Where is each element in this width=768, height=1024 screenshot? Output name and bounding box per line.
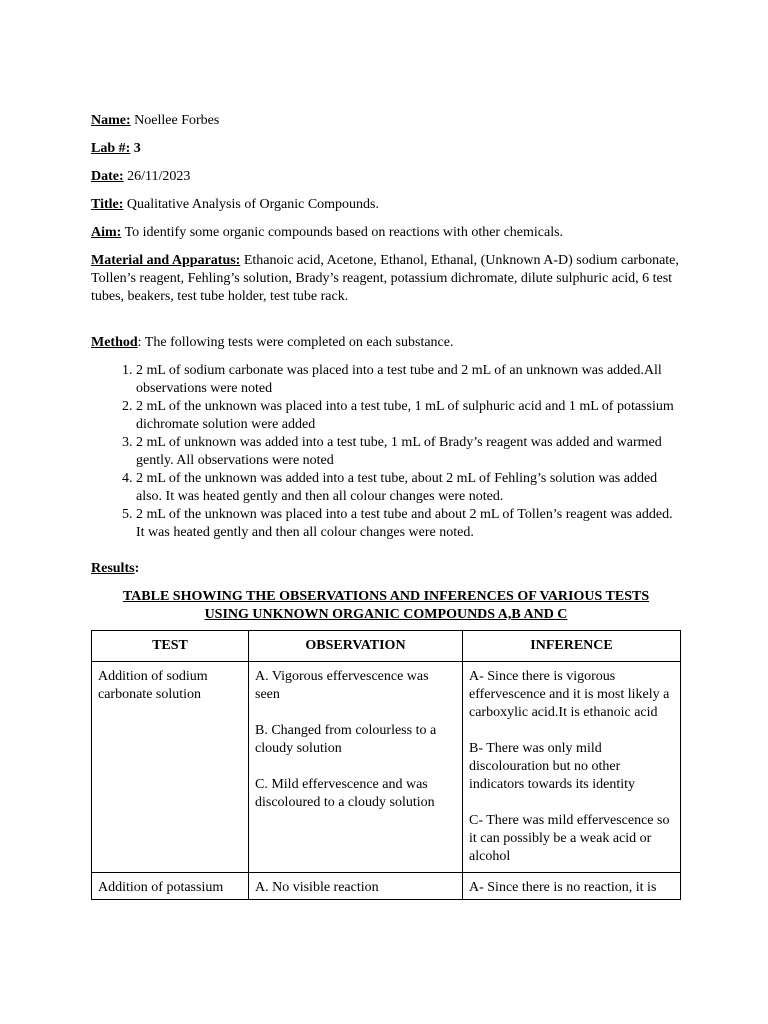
table-header-row [92, 631, 681, 662]
inference-entry: B- There was only mild discolouration but no other indicators towards its identity [469, 741, 636, 792]
inference-entry: C- There was mild effervescence so it can possibly be a weak acid or alcohol [469, 813, 670, 864]
table-row [92, 873, 681, 900]
results-heading [91, 560, 681, 578]
test-cell: Addition of potassium [92, 873, 249, 900]
aim-label: Aim: [91, 225, 122, 240]
method-intro [91, 334, 681, 352]
column-header-inference: INFERENCE [463, 631, 681, 662]
lab-number-field [91, 140, 681, 158]
name-value: Noellee Forbes [130, 113, 220, 128]
title-value: Qualitative Analysis of Organic Compounds. [123, 197, 380, 212]
observation-entry: A. No visible reaction [255, 880, 379, 895]
date-value: 26/11/2023 [123, 169, 191, 184]
date-label: Date: [91, 169, 124, 184]
materials-field [91, 252, 681, 306]
aim-value: To identify some organic compounds based on reactions with other chemicals. [121, 225, 564, 240]
method-steps-list [91, 362, 681, 542]
inference-cell [463, 662, 681, 873]
table-title-line-2: USING UNKNOWN ORGANIC COMPOUNDS A,B AND C [204, 607, 568, 622]
inference-cell [463, 873, 681, 900]
name-label: Name: [91, 113, 131, 128]
name-field [91, 112, 681, 130]
method-section [91, 334, 681, 542]
inference-entry: A- Since there is no reaction, it is [469, 880, 657, 895]
observation-cell [249, 873, 463, 900]
materials-label: Material and Apparatus: [91, 253, 241, 268]
test-cell: Addition of sodium carbonate solution [92, 662, 249, 873]
column-header-test: TEST [92, 631, 249, 662]
materials-value: Ethanoic acid, Acetone, Ethanol, Ethanal, (Unknown A-D) sodium carbonate, Tollen’s reagent, Fehling’s solution, Brady’s reagent, potassium dichromate, dilute sulphuric acid, 6 test tubes, beakers, test tube holder, test tube rack. [91, 253, 679, 304]
title-field [91, 196, 681, 214]
lab-number-label: Lab #: [91, 141, 131, 156]
date-field [91, 168, 681, 186]
method-label: Method [91, 335, 138, 350]
results-table [91, 630, 681, 900]
aim-field [91, 224, 681, 242]
table-title-line-1: TABLE SHOWING THE OBSERVATIONS AND INFERENCES OF VARIOUS TESTS [122, 589, 650, 604]
method-step: 4. 2 mL of the unknown was added into a test tube, about 2 mL of Fehling’s solution was added also. It was heated gently and then all colour changes were noted. [136, 470, 681, 506]
results-label: Results [91, 561, 135, 576]
column-header-observation: OBSERVATION [249, 631, 463, 662]
observation-entry: A. Vigorous effervescence was seen [255, 669, 429, 702]
inference-entry: A- Since there is vigorous effervescence and it is most likely a carboxylic acid.It is ethanoic acid [469, 669, 670, 720]
method-step: 1. 2 mL of sodium carbonate was placed into a test tube and 2 mL of an unknown was added.All observations were noted [136, 362, 681, 398]
table-row [92, 662, 681, 873]
method-step: 2. 2 mL of the unknown was placed into a test tube, 1 mL of sulphuric acid and 1 mL of potassium dichromate solution were added [136, 398, 681, 434]
lab-report-page [91, 112, 681, 900]
lab-number-value: 3 [130, 141, 141, 156]
method-intro-text: : The following tests were completed on each substance. [137, 335, 454, 350]
observation-cell [249, 662, 463, 873]
title-label: Title: [91, 197, 124, 212]
observation-entry: C. Mild effervescence and was discoloured to a cloudy solution [255, 777, 435, 810]
results-colon: : [134, 561, 140, 576]
table-title [91, 588, 681, 624]
observation-entry: B. Changed from colourless to a cloudy solution [255, 723, 437, 756]
method-step: 3. 2 mL of unknown was added into a test tube, 1 mL of Brady’s reagent was added and warmed gently. All observations were noted [136, 434, 681, 470]
method-step: 5. 2 mL of the unknown was placed into a test tube and about 2 mL of Tollen’s reagent was added. It was heated gently and then all colour changes were noted. [136, 506, 681, 542]
